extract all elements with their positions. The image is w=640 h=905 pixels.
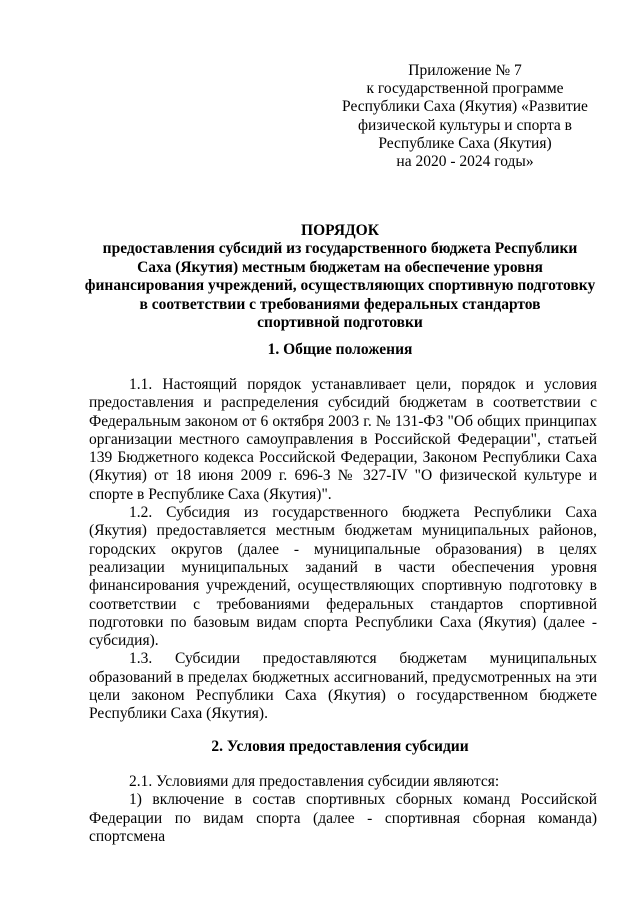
title-heading: ПОРЯДОК <box>301 222 379 239</box>
paragraph-2-1-item-1: 1) включение в состав спортивных сборных команд Российской Федерации по видам спорта (далее - спортивная сборная команда) спортсмена <box>89 791 597 845</box>
section-2-heading: 2. Условия предоставления субсидии <box>211 738 469 755</box>
annex-line: на 2020 - 2024 годы» <box>396 153 534 171</box>
annex-line: Приложение № 7 <box>408 62 522 79</box>
annex-line: физической культуры и спорта в <box>358 116 572 134</box>
title-line: предоставления субсидий из государственного бюджета Республики <box>102 240 578 258</box>
paragraph-1-1: 1.1. Настоящий порядок устанавливает цели, порядок и условия предоставления и распределения субсидий бюджетам в соответствии с Федеральным законом от 6 октября 2003 г. № 131-ФЗ "Об общих принципах организации местного самоуправления в Российской Федерации", статьей 139 Бюджетного кодекса Российской Федерации, Законом Республики Саха (Якутия) от 18 июня 2009 г. 696-З № 327-IV "О физической культуре и спорте в Республике Саха (Якутия)". <box>89 376 597 503</box>
section-1-body <box>89 376 597 724</box>
annex-line: Республики Саха (Якутия) «Развитие <box>342 98 588 116</box>
paragraph-2-1: 2.1. Условиями для предоставления субсидии являются: <box>129 773 500 790</box>
section-2-body <box>89 773 597 846</box>
annex-line: к государственной программе <box>366 80 564 98</box>
section-1-heading: 1. Общие положения <box>267 341 413 358</box>
annex-block <box>340 62 590 171</box>
paragraph-1-2: 1.2. Субсидия из государственного бюджета Республики Саха (Якутия) предоставляется местным бюджетам муниципальных районов, городских округов (далее - муниципальные образования) в целях реализации муниципальных заданий в части обеспечения уровня финансирования учреждений, осуществляющих спортивную подготовку в соответствии с требованиями федеральных стандартов спортивной подготовки по базовым видам спорта Республики Саха (Якутия) (далее - субсидия). <box>89 504 597 650</box>
paragraph-1-3: 1.3. Субсидии предоставляются бюджетам муниципальных образований в пределах бюджетных ассигнований, предусмотренных на эти цели законом Республики Саха (Якутия) о государственном бюджете Республики Саха (Якутия). <box>89 650 597 723</box>
title-line: Саха (Якутия) местным бюджетам на обеспечение уровня <box>137 258 543 276</box>
title-line: финансирования учреждений, осуществляющих спортивную подготовку <box>84 277 596 295</box>
document-title <box>80 222 600 332</box>
annex-line: Республике Саха (Якутия) <box>378 134 552 152</box>
title-line: в соответствии с требованиями федеральных стандартов <box>139 295 541 313</box>
title-line: спортивной подготовки <box>257 314 423 332</box>
